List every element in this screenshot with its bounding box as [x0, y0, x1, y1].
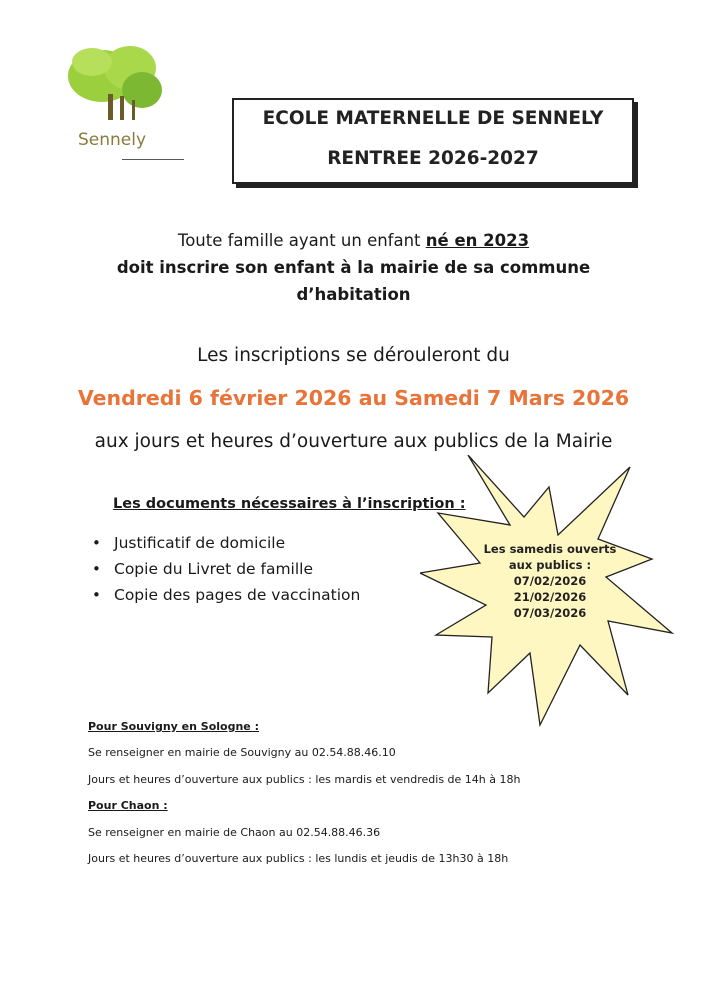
intro-line-2: doit inscrire son enfant à la mairie de sa commune — [116, 258, 591, 277]
commune-heading-souvigny: Pour Souvigny en Sologne : — [88, 720, 259, 733]
tree-icon — [62, 38, 187, 138]
commune-hours-chaon: Jours et heures d’ouverture aux publics : les lundis et jeudis de 13h30 à 18h — [88, 852, 509, 865]
period-intro: Les inscriptions se dérouleront du — [197, 345, 510, 366]
documents-title: Les documents nécessaires à l’inscription : — [113, 496, 466, 512]
saturdays-line-2: aux publics : — [508, 558, 592, 572]
saturday-date: 21/02/2026 — [513, 590, 587, 604]
list-item: • Justificatif de domicile — [92, 530, 360, 556]
saturdays-text — [470, 541, 630, 621]
commune-heading-chaon: Pour Chaon : — [88, 799, 168, 812]
saturdays-line-1: Les samedis ouverts — [483, 542, 617, 556]
intro-line-1-prefix: Toute famille ayant un enfant — [177, 231, 426, 250]
list-item: • Copie des pages de vaccination — [92, 582, 360, 608]
saturday-date: 07/03/2026 — [513, 606, 587, 620]
commune-contact-souvigny: Se renseigner en mairie de Souvigny au 02.54.88.46.10 — [88, 746, 396, 759]
school-year-title: RENTREE 2026-2027 — [327, 148, 539, 169]
intro-paragraph — [0, 227, 707, 308]
commune-hours-souvigny: Jours et heures d’ouverture aux publics : les mardis et vendredis de 14h à 18h — [88, 773, 521, 786]
registration-dates: Vendredi 6 février 2026 au Samedi 7 Mars 2026 — [77, 386, 630, 410]
logo-underline — [122, 159, 184, 160]
title-box — [232, 98, 634, 184]
opening-hours-note: aux jours et heures d’ouverture aux publics de la Mairie — [94, 431, 613, 452]
sennely-logo — [62, 38, 187, 168]
school-title: ECOLE MATERNELLE DE SENNELY — [262, 108, 604, 129]
commune-contact-chaon: Se renseigner en mairie de Chaon au 02.54.88.46.36 — [88, 826, 381, 839]
logo-text: Sennely — [78, 130, 147, 150]
birth-year-emphasis: né en 2023 — [425, 231, 530, 250]
intro-line-3: d’habitation — [296, 285, 411, 304]
saturday-date: 07/02/2026 — [513, 574, 587, 588]
intro-line-1 — [0, 227, 707, 254]
list-item: • Copie du Livret de famille — [92, 556, 360, 582]
documents-list — [92, 530, 360, 608]
